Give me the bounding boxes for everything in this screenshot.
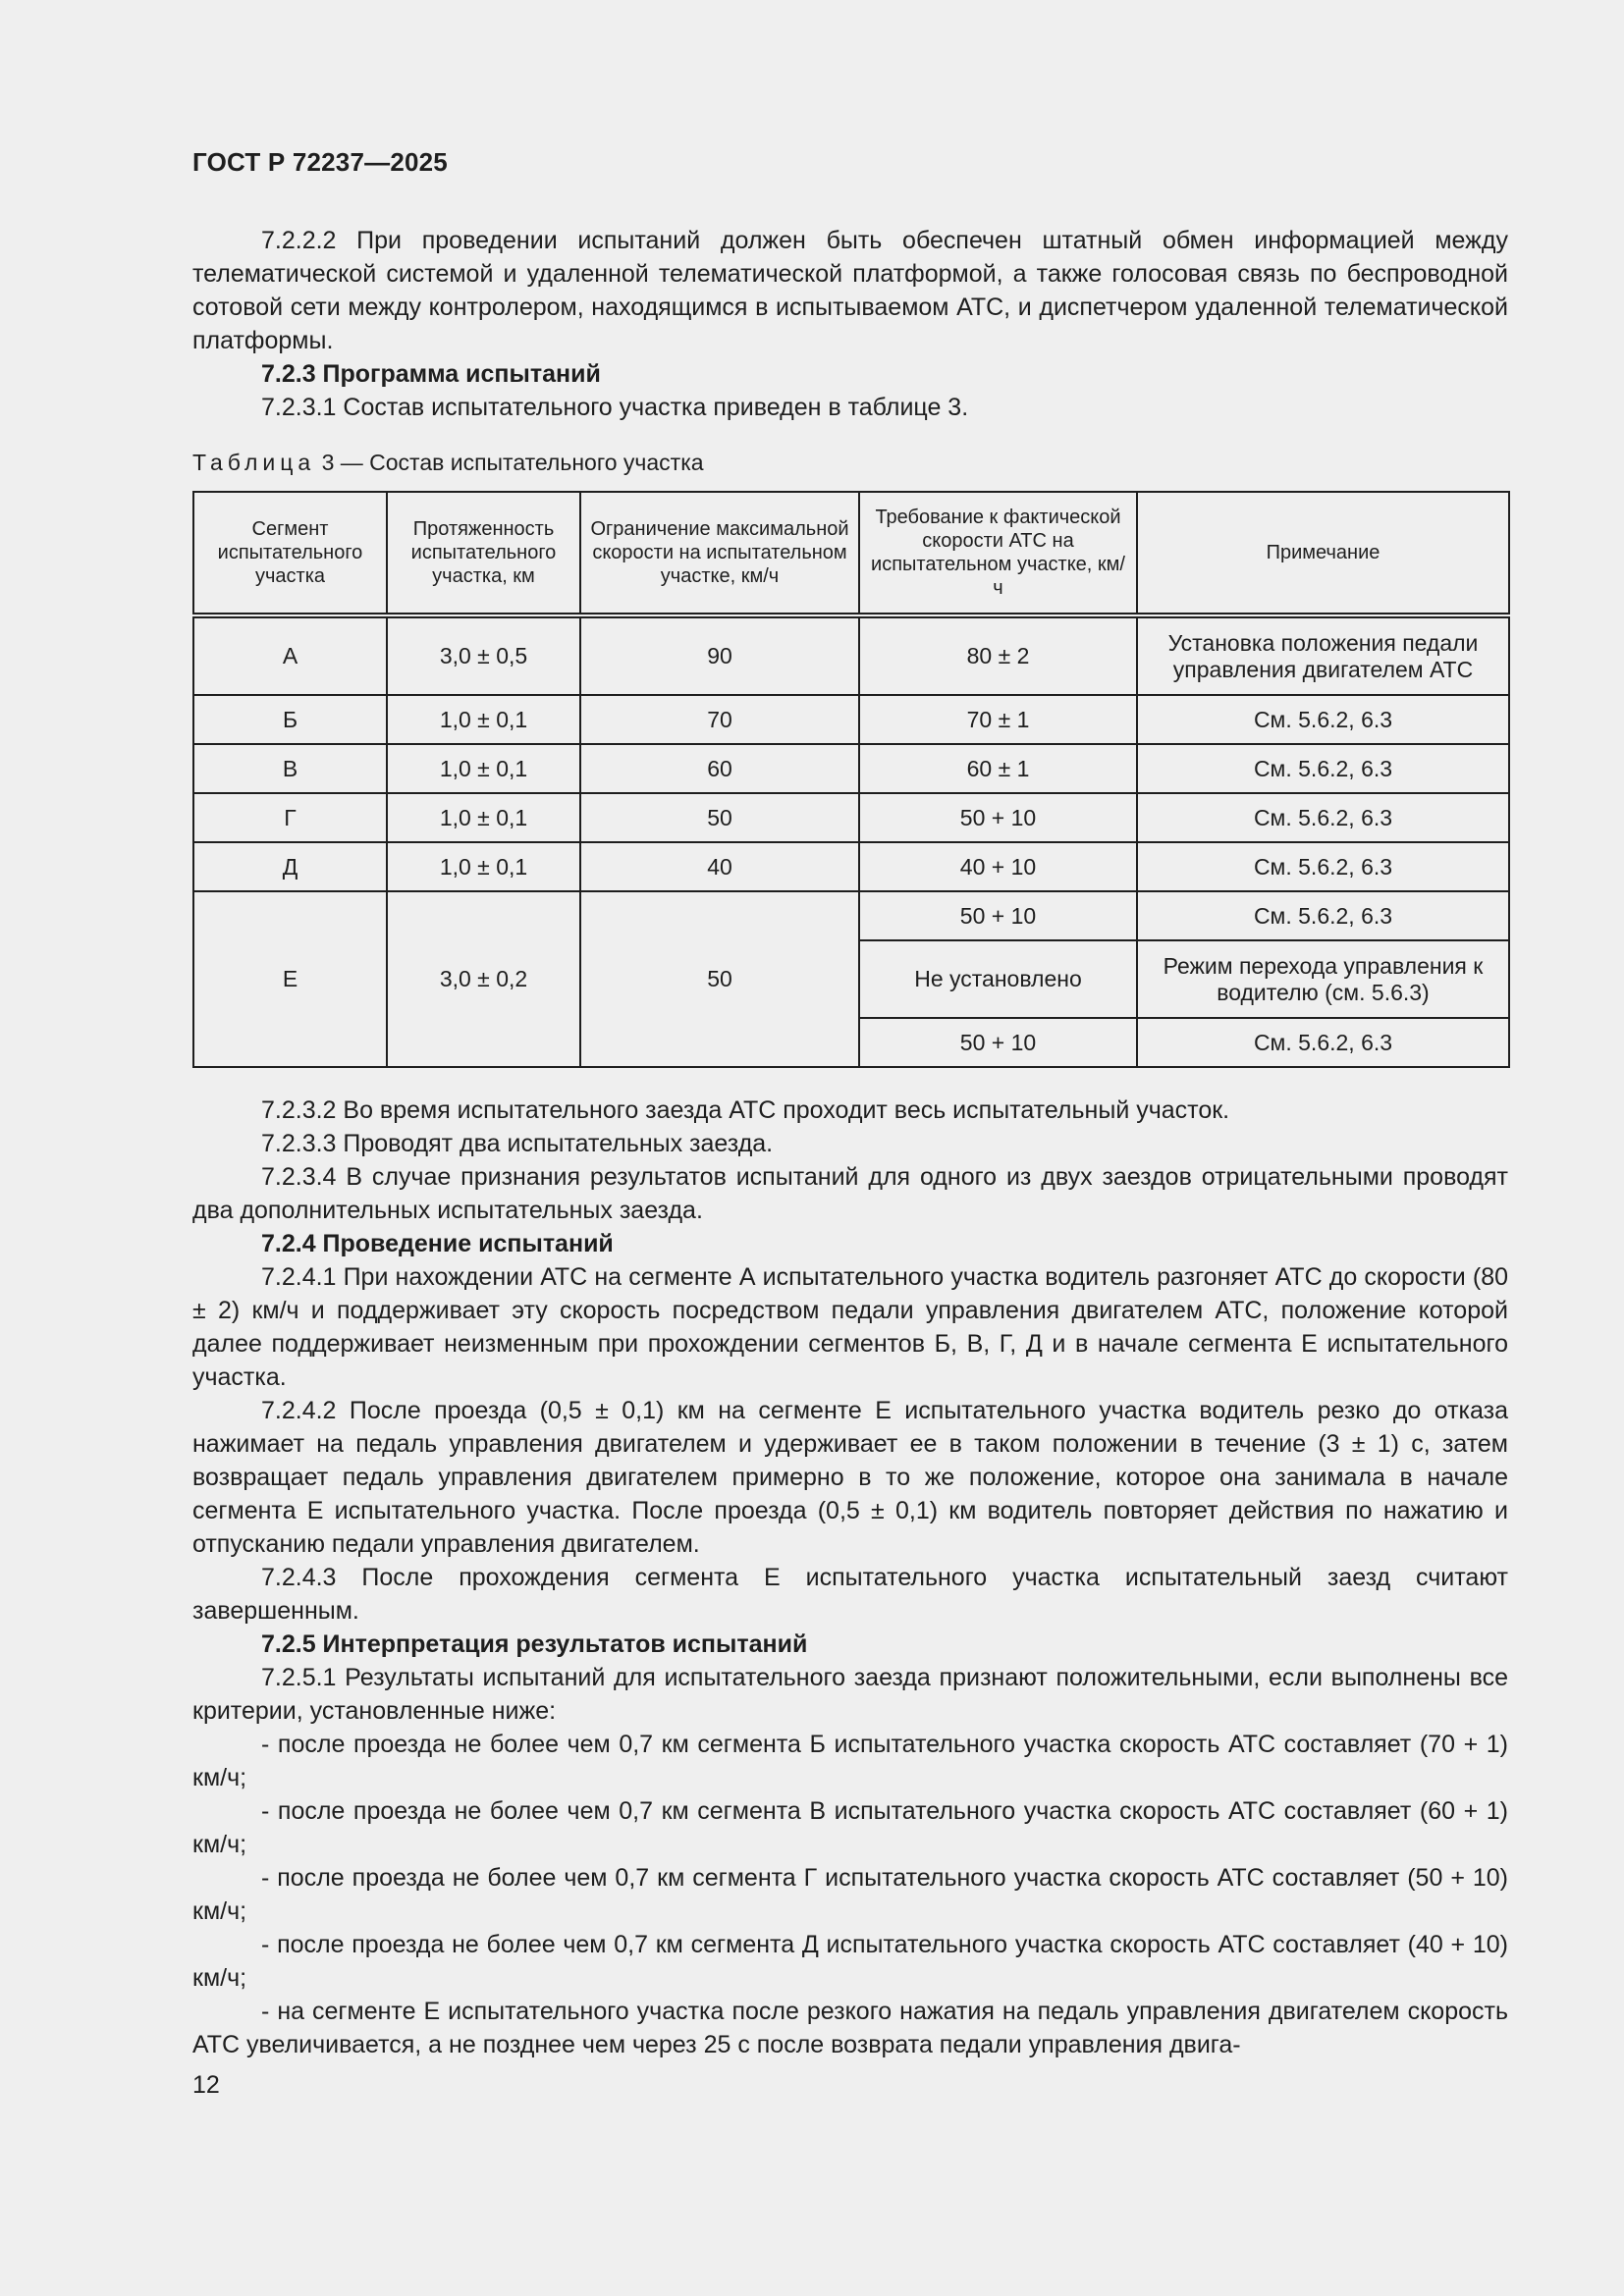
table-3 — [192, 491, 1510, 1068]
heading-7-2-3: 7.2.3 Программа испытаний — [261, 360, 601, 388]
paragraph-7-2-4-3: 7.2.4.3 После прохождения сегмента Е испытательного участка испытательный заезд считают завершенным. — [192, 1564, 1508, 1625]
cell-length: 1,0 ± 0,1 — [387, 842, 580, 891]
table-row — [193, 695, 1509, 744]
cell-requirement: 40 + 10 — [859, 842, 1137, 891]
heading-7-2-5: 7.2.5 Интерпретация результатов испытаний — [261, 1630, 808, 1658]
paragraph-7-2-3-4: 7.2.3.4 В случае признания результатов испытаний для одного из двух заездов отрицательными проводят два дополнительных испытательных заезда. — [192, 1163, 1508, 1224]
cell-requirement: 60 ± 1 — [859, 744, 1137, 793]
cell-requirement: 80 ± 2 — [859, 615, 1137, 695]
cell-segment: А — [193, 615, 387, 695]
cell-length: 1,0 ± 0,1 — [387, 695, 580, 744]
cell-length-e: 3,0 ± 0,2 — [387, 891, 580, 1067]
heading-7-2-4: 7.2.4 Проведение испытаний — [261, 1230, 614, 1257]
table-caption — [192, 450, 704, 476]
header-speed-limit: Ограничение максимальной скорости на испытательном участке, км/ч — [580, 492, 859, 615]
cell-limit: 50 — [580, 793, 859, 842]
cell-limit: 40 — [580, 842, 859, 891]
cell-note: См. 5.6.2, 6.3 — [1137, 695, 1509, 744]
cell-note: См. 5.6.2, 6.3 — [1137, 842, 1509, 891]
header-length: Протяженность испытательного участка, км — [387, 492, 580, 615]
cell-note: См. 5.6.2, 6.3 — [1137, 744, 1509, 793]
table-caption-text: 3 — Состав испытательного участка — [315, 450, 704, 475]
cell-requirement-e3: 50 + 10 — [859, 1018, 1137, 1067]
bottom-text-block — [192, 1094, 1508, 2061]
cell-limit: 90 — [580, 615, 859, 695]
paragraph-7-2-3-3: 7.2.3.3 Проводят два испытательных заезда. — [261, 1130, 774, 1157]
cell-note: См. 5.6.2, 6.3 — [1137, 793, 1509, 842]
top-text-block — [192, 224, 1508, 424]
table-row — [193, 615, 1509, 695]
header-speed-requirement: Требование к фактической скорости АТС на испытательном участке, км/ч — [859, 492, 1137, 615]
table-row-e — [193, 891, 1509, 940]
cell-length: 1,0 ± 0,1 — [387, 793, 580, 842]
table-caption-label: Таблица — [192, 450, 316, 475]
document-header: ГОСТ Р 72237—2025 — [192, 147, 448, 177]
page-number: 12 — [192, 2071, 220, 2099]
criterion-item: - после проезда не более чем 0,7 км сегмента В испытательного участка скорость АТС составляет (60 + 1) км/ч; — [192, 1797, 1508, 1858]
criterion-item: - после проезда не более чем 0,7 км сегмента Д испытательного участка скорость АТС составляет (40 + 10) км/ч; — [192, 1931, 1508, 1992]
cell-segment-e: Е — [193, 891, 387, 1067]
cell-segment: Г — [193, 793, 387, 842]
cell-limit: 60 — [580, 744, 859, 793]
cell-segment: Д — [193, 842, 387, 891]
criterion-item: - после проезда не более чем 0,7 км сегмента Б испытательного участка скорость АТС составляет (70 + 1) км/ч; — [192, 1731, 1508, 1791]
cell-note-e1: См. 5.6.2, 6.3 — [1137, 891, 1509, 940]
cell-limit-e: 50 — [580, 891, 859, 1067]
cell-segment: В — [193, 744, 387, 793]
cell-note-e2: Режим перехода управления к водителю (см. 5.6.3) — [1137, 940, 1509, 1018]
cell-length: 3,0 ± 0,5 — [387, 615, 580, 695]
paragraph-7-2-4-2: 7.2.4.2 После проезда (0,5 ± 0,1) км на сегменте Е испытательного участка водитель резко до отказа нажимает на педаль управления двигателем и удерживает ее в таком положении в течение (3 ± 1) с, затем возвращает педаль управления двигателем примерно в то же положение, которое она занимала в начале сегмента Е испытательного участка. После проезда (0,5 ± 0,1) км водитель повторяет действия по нажатию и отпусканию педали управления двигателем. — [192, 1397, 1508, 1558]
paragraph-7-2-4-1: 7.2.4.1 При нахождении АТС на сегменте А испытательного участка водитель разгоняет АТС до скорости (80 ± 2) км/ч и поддерживает эту скорость посредством педали управления двигателем АТС, положение которой далее поддерживает неизменным при прохождении сегментов Б, В, Г, Д и в начале сегмента Е испытательного участка. — [192, 1263, 1508, 1391]
paragraph-7-2-3-2: 7.2.3.2 Во время испытательного заезда АТС проходит весь испытательный участок. — [261, 1096, 1230, 1124]
cell-segment: Б — [193, 695, 387, 744]
header-segment: Сегмент испытательного участка — [193, 492, 387, 615]
cell-requirement-e1: 50 + 10 — [859, 891, 1137, 940]
table-row — [193, 842, 1509, 891]
header-note: Примечание — [1137, 492, 1509, 615]
cell-requirement: 70 ± 1 — [859, 695, 1137, 744]
cell-length: 1,0 ± 0,1 — [387, 744, 580, 793]
cell-note-e3: См. 5.6.2, 6.3 — [1137, 1018, 1509, 1067]
criterion-item: - после проезда не более чем 0,7 км сегмента Г испытательного участка скорость АТС составляет (50 + 10) км/ч; — [192, 1864, 1508, 1925]
cell-requirement: 50 + 10 — [859, 793, 1137, 842]
paragraph-7-2-5-1: 7.2.5.1 Результаты испытаний для испытательного заезда признают положительными, если выполнены все критерии, установленные ниже: — [192, 1664, 1508, 1725]
table-row — [193, 744, 1509, 793]
paragraph-7-2-2-2: 7.2.2.2 При проведении испытаний должен быть обеспечен штатный обмен информацией между телематической системой и удаленной телематической платформой, а также голосовая связь по беспроводной сотовой сети между контролером, находящимся в испытываемом АТС, и диспетчером удаленной телематической платформы. — [192, 227, 1508, 354]
paragraph-7-2-3-1: 7.2.3.1 Состав испытательного участка приведен в таблице 3. — [261, 394, 969, 421]
cell-note: Установка положения педали управления двигателем АТС — [1137, 615, 1509, 695]
cell-requirement-e2: Не установлено — [859, 940, 1137, 1018]
table-header-row — [193, 492, 1509, 615]
cell-limit: 70 — [580, 695, 859, 744]
criterion-item: - на сегменте Е испытательного участка после резкого нажатия на педаль управления двигателем скорость АТС увеличивается, а не позднее чем через 25 с после возврата педали управления двига- — [192, 1998, 1508, 2058]
table-row — [193, 793, 1509, 842]
